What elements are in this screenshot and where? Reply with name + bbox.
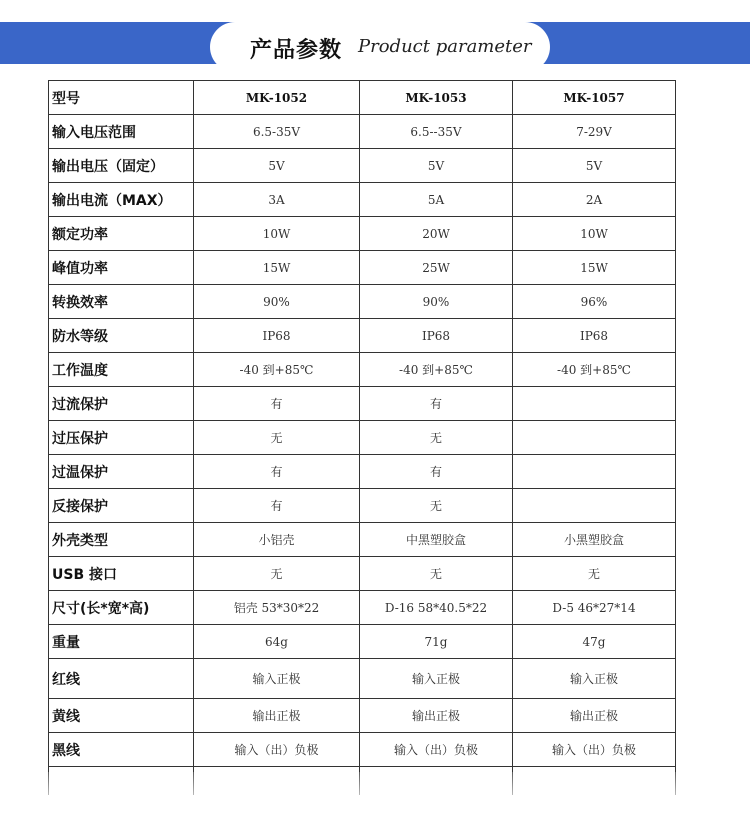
value-cell: 5A [360,183,513,217]
table-row [49,489,676,523]
model-cell: MK-1052 [194,81,360,115]
row-label: 过压保护 [49,421,194,455]
page-title: 产品参数 [250,38,343,63]
table-row [49,115,676,149]
model-cell: MK-1057 [513,81,676,115]
table-row [49,285,676,319]
row-label: 转换效率 [49,285,194,319]
value-cell: 5V [513,149,676,183]
table-row [49,699,676,733]
table-row [49,217,676,251]
table-row [49,319,676,353]
value-cell: 有 [194,455,360,489]
table-row [49,455,676,489]
value-cell: 64g [194,625,360,659]
value-cell: 5V [194,149,360,183]
bottom-fade [40,772,690,812]
value-cell: 15W [513,251,676,285]
value-cell: 47g [513,625,676,659]
table-row [49,625,676,659]
row-label: 防水等级 [49,319,194,353]
row-label: 输出电压（固定） [49,149,194,183]
value-cell: 中黑塑胶盒 [360,523,513,557]
value-cell: D-16 58*40.5*22 [360,591,513,625]
row-label: 黑线 [49,733,194,767]
value-cell: 无 [194,557,360,591]
value-cell: 输出正极 [513,699,676,733]
value-cell: 输入（出）负极 [513,733,676,767]
value-cell: D-5 46*27*14 [513,591,676,625]
table-row [49,733,676,767]
table-row [49,421,676,455]
value-cell: 25W [360,251,513,285]
value-cell [513,489,676,523]
row-label: 重量 [49,625,194,659]
value-cell: 90% [194,285,360,319]
value-cell: -40 到+85℃ [360,353,513,387]
value-cell: -40 到+85℃ [513,353,676,387]
value-cell: 输入正极 [194,659,360,699]
value-cell: 7-29V [513,115,676,149]
value-cell: 铝壳 53*30*22 [194,591,360,625]
model-cell: MK-1053 [360,81,513,115]
table-row [49,523,676,557]
value-cell: 输入（出）负极 [360,733,513,767]
row-label: 外壳类型 [49,523,194,557]
value-cell: 20W [360,217,513,251]
value-cell [513,455,676,489]
value-cell: 无 [194,421,360,455]
value-cell: 有 [194,387,360,421]
value-cell: 5V [360,149,513,183]
value-cell: 2A [513,183,676,217]
table-row [49,251,676,285]
row-label: 红线 [49,659,194,699]
row-label: USB 接口 [49,557,194,591]
value-cell: 96% [513,285,676,319]
table-row [49,557,676,591]
value-cell [513,387,676,421]
value-cell: 输入（出）负极 [194,733,360,767]
value-cell: 小铝壳 [194,523,360,557]
row-label: 工作温度 [49,353,194,387]
value-cell: 小黑塑胶盒 [513,523,676,557]
page-subtitle: Product parameter [358,36,532,57]
table-row [49,81,676,115]
value-cell: IP68 [513,319,676,353]
value-cell: 10W [513,217,676,251]
row-label: 尺寸(长*宽*高) [49,591,194,625]
value-cell: IP68 [194,319,360,353]
value-cell: 无 [513,557,676,591]
table-row [49,387,676,421]
value-cell: 有 [360,455,513,489]
value-cell: 有 [194,489,360,523]
value-cell: 输入正极 [513,659,676,699]
value-cell: 无 [360,421,513,455]
row-label: 额定功率 [49,217,194,251]
value-cell: IP68 [360,319,513,353]
table-row [49,183,676,217]
value-cell: 无 [360,489,513,523]
row-label: 反接保护 [49,489,194,523]
value-cell: 71g [360,625,513,659]
value-cell: 有 [360,387,513,421]
value-cell: -40 到+85℃ [194,353,360,387]
value-cell: 输入正极 [360,659,513,699]
table-row [49,149,676,183]
row-label: 峰值功率 [49,251,194,285]
value-cell: 6.5-35V [194,115,360,149]
value-cell: 90% [360,285,513,319]
parameter-table [48,80,676,795]
value-cell [513,421,676,455]
value-cell: 输出正极 [360,699,513,733]
table-row [49,353,676,387]
table-row [49,591,676,625]
row-label: 过流保护 [49,387,194,421]
value-cell: 3A [194,183,360,217]
value-cell: 6.5--35V [360,115,513,149]
value-cell: 无 [360,557,513,591]
row-label: 输入电压范围 [49,115,194,149]
row-label: 输出电流（MAX） [49,183,194,217]
value-cell: 15W [194,251,360,285]
row-label: 过温保护 [49,455,194,489]
value-cell: 10W [194,217,360,251]
table-row [49,659,676,699]
row-label: 黄线 [49,699,194,733]
row-label: 型号 [49,81,194,115]
value-cell: 输出正极 [194,699,360,733]
